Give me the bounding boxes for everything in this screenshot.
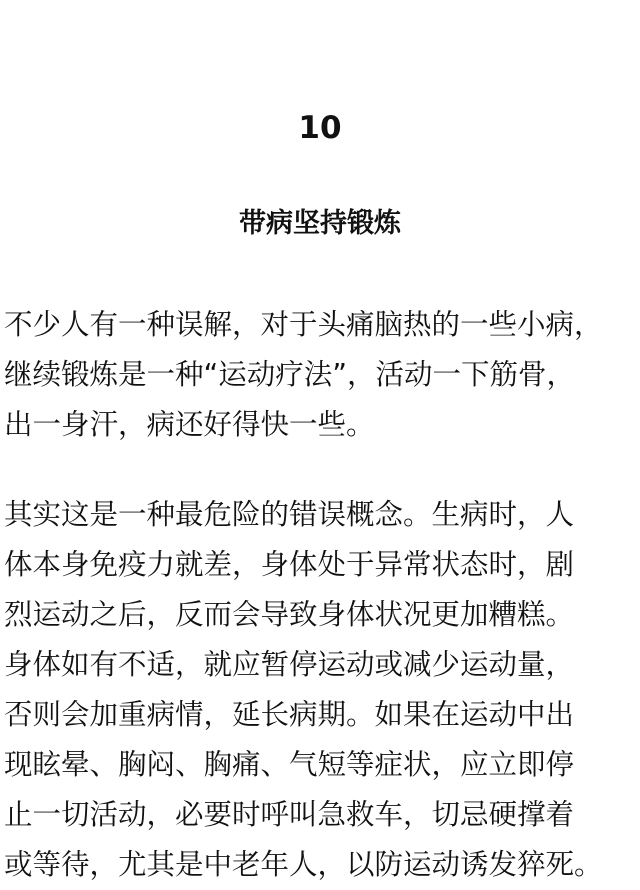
paragraph-line: 止一切活动，必要时呼叫急救车，切忌硬撑着 bbox=[4, 798, 575, 831]
section-number: 10 bbox=[298, 110, 342, 146]
paragraph-line: 身体如有不适，就应暂停运动或减少运动量， bbox=[4, 648, 575, 681]
paragraph-2 bbox=[4, 490, 638, 890]
paragraph-line: 现眩晕、胸闷、胸痛、气短等症状，应立即停 bbox=[4, 748, 575, 781]
paragraph-line: 其实这是一种最危险的错误概念。生病时，人 bbox=[4, 498, 575, 531]
section-title: 带病坚持锻炼 bbox=[239, 208, 401, 239]
paragraph-line: 否则会加重病情，延长病期。如果在运动中出 bbox=[4, 698, 575, 731]
paragraph-line: 体本身免疫力就差，身体处于异常状态时，剧 bbox=[4, 548, 575, 581]
paragraph-line: 烈运动之后，反而会导致身体状况更加糟糕。 bbox=[4, 598, 575, 631]
paragraph-line: 出一身汗，病还好得快一些。 bbox=[4, 408, 375, 441]
paragraph-1 bbox=[4, 300, 638, 450]
paragraph-line: 继续锻炼是一种“运动疗法”，活动一下筋骨， bbox=[4, 358, 576, 391]
paragraph-line: 不少人有一种误解，对于头痛脑热的一些小病， bbox=[4, 308, 603, 341]
paragraph-line: 或等待，尤其是中老年人，以防运动诱发猝死。 bbox=[4, 848, 603, 881]
